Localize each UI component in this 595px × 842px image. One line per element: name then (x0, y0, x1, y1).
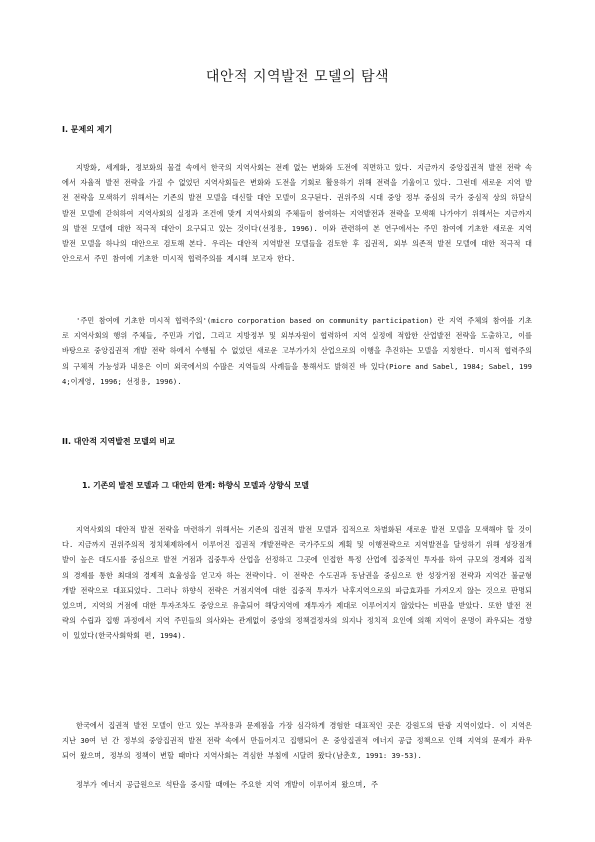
body-paragraph: 한국에서 집권적 발전 모델이 안고 있는 부작용과 문제점을 가장 심각하게 경험한 대표적인 곳은 강원도의 탄광 지역이었다. 이 지역은 지난 30여 년 간 정부의 중앙집권적 발전 전략 속에서 만들어지고 집행되어 온 중앙집권적 에너지 공급 정책으로 인해 지역의 문제가 좌우되어 왔으며, 정부의 정책이 변할 때마다 지역사회는 격심한 부침에 시달려 왔다(남춘호, 1991: 39-53). (62, 721, 532, 761)
body-paragraph: 지방화, 세계화, 정보화의 물결 속에서 한국의 지역사회는 전례 없는 변화와 도전에 직면하고 있다. 지금까지 중앙집권적 발전 전략 속에서 자율적 발전 전략을 가질 수 없었던 지역사회들은 변화와 도전을 기회로 활용하기 위해 전력을 기울이고 있다. 그런데 새로운 지역 발전 전략을 모색하기 위해서는 기존의 발전 모델을 대신할 대안 모델이 요구된다. 권위주의 시대 중앙 정부 중심의 국가 중심적 상의 하달식 발전 모델에 갇혀하여 지역사회의 실정과 조건에 맞게 지역사회의 주체들이 참여하는 지역발전과 전략을 모색해 나가야기 위해서는 지금까지의 발전 모델에 대한 적극적 대안이 요구되고 있는 것이다(선정용, 1996). 이와 관련하여 본 연구에서는 주민 참여에 기초한 새로운 지역발전 모델을 하나의 대안으로 검토해 본다. 우리는 대안적 지역발전 모델들을 검토한 후 집권적, 외부 의존적 발전 모델에 대한 적극적 대안으로서 주민 참여에 기초한 미시적 협력주의를 제시해 보고자 한다. (62, 163, 532, 264)
subsection-heading-1: 1. 기존의 발전 모델과 그 대안의 한계: 하향식 모델과 상향식 모델 (82, 481, 309, 490)
document-title: 대안적 지역발전 모델의 탐색 (205, 69, 390, 85)
section-heading-2: II. 대안적 지역발전 모델의 비교 (62, 437, 175, 446)
body-paragraph: 정부가 에너지 공급원으로 석탄을 중시할 때에는 주요한 지역 개발이 이루어져 왔으며, 주 (76, 780, 378, 789)
body-paragraph: 지역사회의 대안적 발전 전략을 마련하기 위해서는 기존의 집권적 발전 모델과 집적으로 차별화된 새로운 발전 모델을 모색해야 할 것이다. 지금까지 권위주의적 정치체제하에서 이루어진 집권적 개발전략은 국가주도의 계획 및 이행전략으로 지역발전을 달성하기 위해 성장점개발이 높은 대도시를 중심으로 발전 거점과 집중투자 산업을 선정하고 그곳에 인접한 특정 산업에 집중적인 투자를 하여 규모의 경제와 집적의 경제를 통한 최대의 경제적 효율성을 얻고자 하는 전략이다. 이 전략은 수도권과 동남권을 중심으로 한 성장거점 전략과 지역간 불균형개발 전략으로 대표되었다. 그러나 하향식 전략은 거점지역에 대한 집중적 투자가 낙후지역으로의 파급효과를 가져오지 않는 것으로 판명되었으며, 지역의 거점에 대한 투자조차도 중앙으로 유출되어 해당지역에 재투자가 제대로 이루어지지 않았다는 비판을 받았다. 또한 발전 전략의 수립과 집행 과정에서 지역 주민들의 의사와는 관계없이 중앙의 정책결정자의 의지나 정치적 요인에 의해 지역이 운명이 좌우되는 경향이 있었다(한국사회학회 편, 1994). (62, 525, 532, 641)
body-paragraph: '주민 참여에 기초한 미시적 협력주의'(micro corporation based on community participation) 란 지역 주체의 참여를 기초로 지역사회의 행위 주체들, 주민과 기업, 그리고 지방정부 및 외부자원이 협력하여 지역 실정에 적합한 산업발전 전략을 도출하고, 이를 바탕으로 중앙집권적 개발 전략 하에서 수행될 수 없었던 새로운 고부가가치 산업으로의 이행을 추진하는 모델을 지칭한다. 미시적 협력주의의 구체적 가능성과 내용은 이미 외국에서의 수많은 지역들의 사례들을 통해서도 밝혀진 바 있다(Piore and Sabel, 1984; Sabel, 1994;이계영, 1996; 선정용, 1996). (62, 316, 532, 386)
section-heading-1: I. 문제의 제기 (62, 125, 113, 134)
